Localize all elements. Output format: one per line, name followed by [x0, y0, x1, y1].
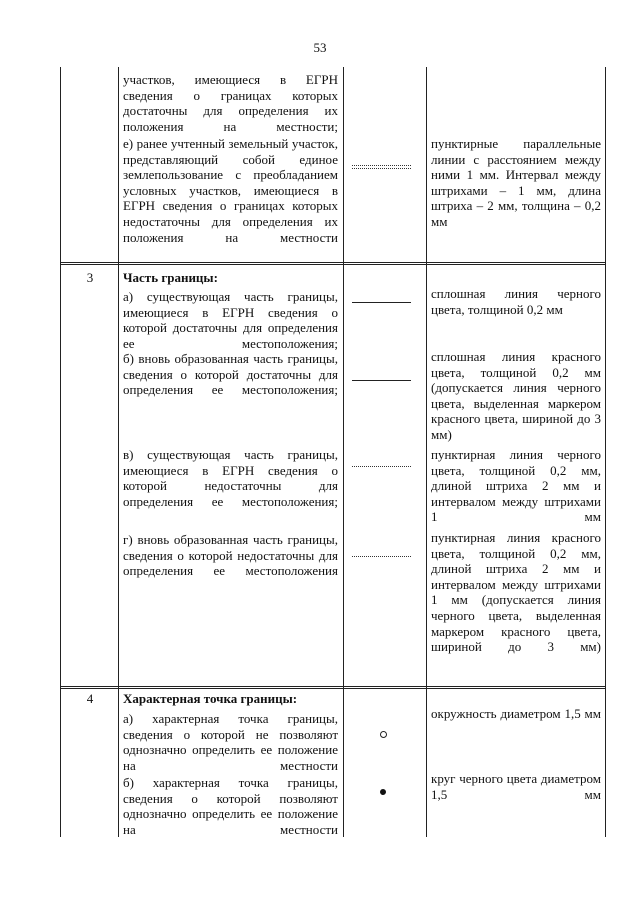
- point-b-desc: круг черного цвета диаметром 1,5 мм: [431, 771, 601, 802]
- parallel-dashed-symbol-2: [352, 168, 411, 169]
- filled-dot-symbol: [380, 789, 386, 795]
- solid-line-symbol: [352, 302, 411, 303]
- table-divider-2: [343, 67, 344, 837]
- dashed-line-symbol: [352, 466, 411, 467]
- item-v-text: в) существующая часть границы, имеющиеся в ЕГРН сведения о которой недостаточны для определения ее местоположения;: [123, 447, 338, 509]
- row-separator-4: [60, 686, 606, 687]
- item-e-text: е) ранее учтенный земельный участок, представляющий собой единое землепользование с преобладанием условных участков, имеющиеся в ЕГРН сведения о границах которых недостаточны для определения их положения на местности: [123, 136, 338, 245]
- point-b-text: б) характерная точка границы, сведения о которой позволяют однозначно определить ее положение на местности: [123, 775, 338, 837]
- point-a-text: а) характерная точка границы, сведения о которой не позволяют однозначно определить ее положение на местности: [123, 711, 338, 773]
- row-number: 4: [86, 691, 94, 706]
- row-heading: Часть границы:: [123, 270, 218, 285]
- table-border-left: [60, 67, 61, 837]
- row-separator-3b: [60, 264, 606, 265]
- row-separator-3: [60, 262, 606, 263]
- dashed-line-symbol: [352, 556, 411, 557]
- item-b-text: б) вновь образованная часть границы, сведения о которой достаточны для определения ее местоположения;: [123, 351, 338, 398]
- row-number: 3: [86, 270, 94, 285]
- item-e-desc: пунктирные параллельные линии с расстоянием между ними 1 мм. Интервал между штрихами – 1 мм, длина штриха – 2 мм, толщина – 0,2 мм: [431, 136, 601, 229]
- table-border-right: [605, 67, 606, 837]
- row-heading: Характерная точка границы:: [123, 691, 298, 706]
- point-a-desc: окружность диаметром 1,5 мм: [431, 706, 601, 721]
- page-number: 53: [313, 40, 327, 55]
- circle-symbol: [380, 731, 387, 738]
- item-g-desc: пунктирная линия красного цвета, толщиной 0,2 мм, длиной штриха 2 мм и интервалом между штрихами 1 мм (допускается линия черного цвета, выделенная маркером красного цвета, шириной до 3 мм): [431, 530, 601, 655]
- parallel-dashed-symbol: [352, 165, 411, 166]
- item-b-desc: сплошная линия красного цвета, толщиной 0,2 мм (допускается линия черного цвета, выделенная маркером красного цвета, шириной до 3 мм): [431, 349, 601, 442]
- item-v-desc: пунктирная линия черного цвета, толщиной 0,2 мм, длиной штриха 2 мм и интервалом между штрихами 1 мм: [431, 447, 601, 525]
- table-divider-3: [426, 67, 427, 837]
- item-a-text: а) существующая часть границы, имеющиеся в ЕГРН сведения о которой достаточны для определения ее местоположения;: [123, 289, 338, 351]
- item-a-desc: сплошная линия черного цвета, толщиной 0,2 мм: [431, 286, 601, 317]
- row-separator-4b: [60, 688, 606, 689]
- continuation-text: участков, имеющиеся в ЕГРН сведения о границах которых достаточны для определения их положения на местности;: [123, 72, 338, 134]
- item-g-text: г) вновь образованная часть границы, сведения о которой недостаточны для определения ее местоположения: [123, 532, 338, 579]
- table-divider-1: [118, 67, 119, 837]
- solid-line-symbol: [352, 380, 411, 381]
